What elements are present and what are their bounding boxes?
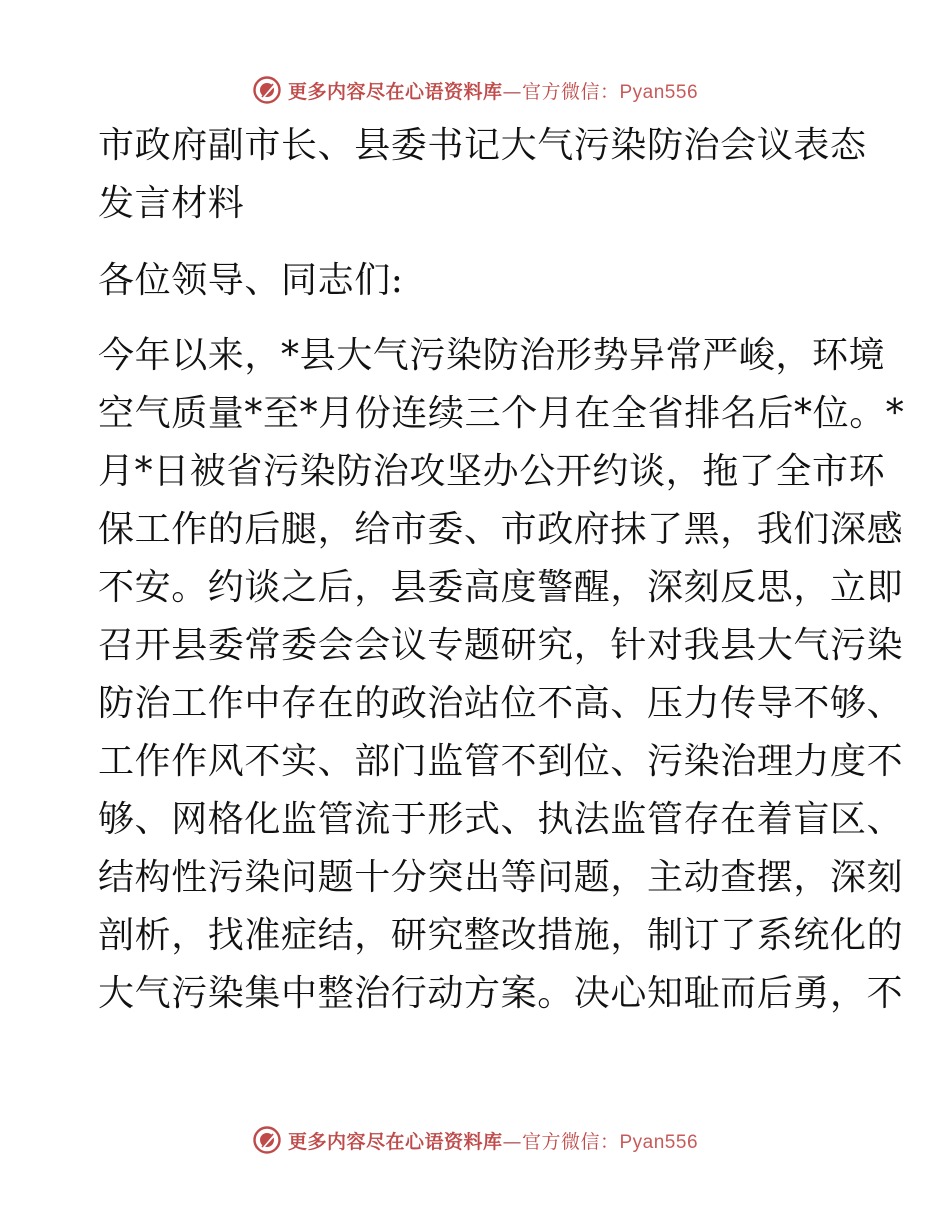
salutation: 各位领导、同志们: xyxy=(98,260,404,301)
body-line: 空气质量*至*月份连续三个月在全省排名后*位。* xyxy=(98,393,905,434)
watermark-banner-bottom xyxy=(0,1120,950,1160)
watermark-main-text: 更多内容尽在心语资料库 xyxy=(287,1130,503,1153)
document-title-line-2: 发言材料 xyxy=(98,183,245,224)
watermark-wechat-id: Pyan556 xyxy=(619,1131,699,1153)
body-line: 不安。约谈之后，县委高度警醒，深刻反思，立即 xyxy=(98,567,904,608)
body-line: 工作作风不实、部门监管不到位、污染治理力度不 xyxy=(98,741,904,782)
document-title-line-1: 市政府副市长、县委书记大气污染防治会议表态 xyxy=(98,125,867,166)
watermark-banner-top xyxy=(0,70,950,110)
watermark-wechat-id: Pyan556 xyxy=(619,81,699,103)
watermark-text xyxy=(288,77,698,104)
watermark-wechat-label: 官方微信： xyxy=(521,80,620,103)
body-line: 保工作的后腿，给市委、市政府抹了黑，我们深感 xyxy=(98,509,904,550)
body-line: 月*日被省污染防治攻坚办公开约谈，拖了全市环 xyxy=(98,451,886,492)
quill-circle-logo-icon xyxy=(252,75,282,105)
quill-circle-logo-icon xyxy=(252,1125,282,1155)
body-line: 今年以来，*县大气污染防治形势异常严峻，环境 xyxy=(98,335,886,376)
body-line: 结构性污染问题十分突出等问题，主动查摆，深刻 xyxy=(98,857,904,898)
body-line: 防治工作中存在的政治站位不高、压力传导不够、 xyxy=(98,683,904,724)
body-line: 够、网格化监管流于形式、执法监管存在着盲区、 xyxy=(98,799,904,840)
body-line: 大气污染集中整治行动方案。决心知耻而后勇，不 xyxy=(98,973,904,1014)
body-line: 剖析，找准症结，研究整改措施，制订了系统化的 xyxy=(98,915,904,956)
watermark-wechat-label: 官方微信： xyxy=(521,1130,620,1153)
body-line: 召开县委常委会会议专题研究，针对我县大气污染 xyxy=(98,625,904,666)
watermark-dash: — xyxy=(502,1130,522,1153)
watermark-main-text: 更多内容尽在心语资料库 xyxy=(287,80,503,103)
watermark-dash: — xyxy=(502,80,522,103)
watermark-text xyxy=(288,1127,698,1154)
